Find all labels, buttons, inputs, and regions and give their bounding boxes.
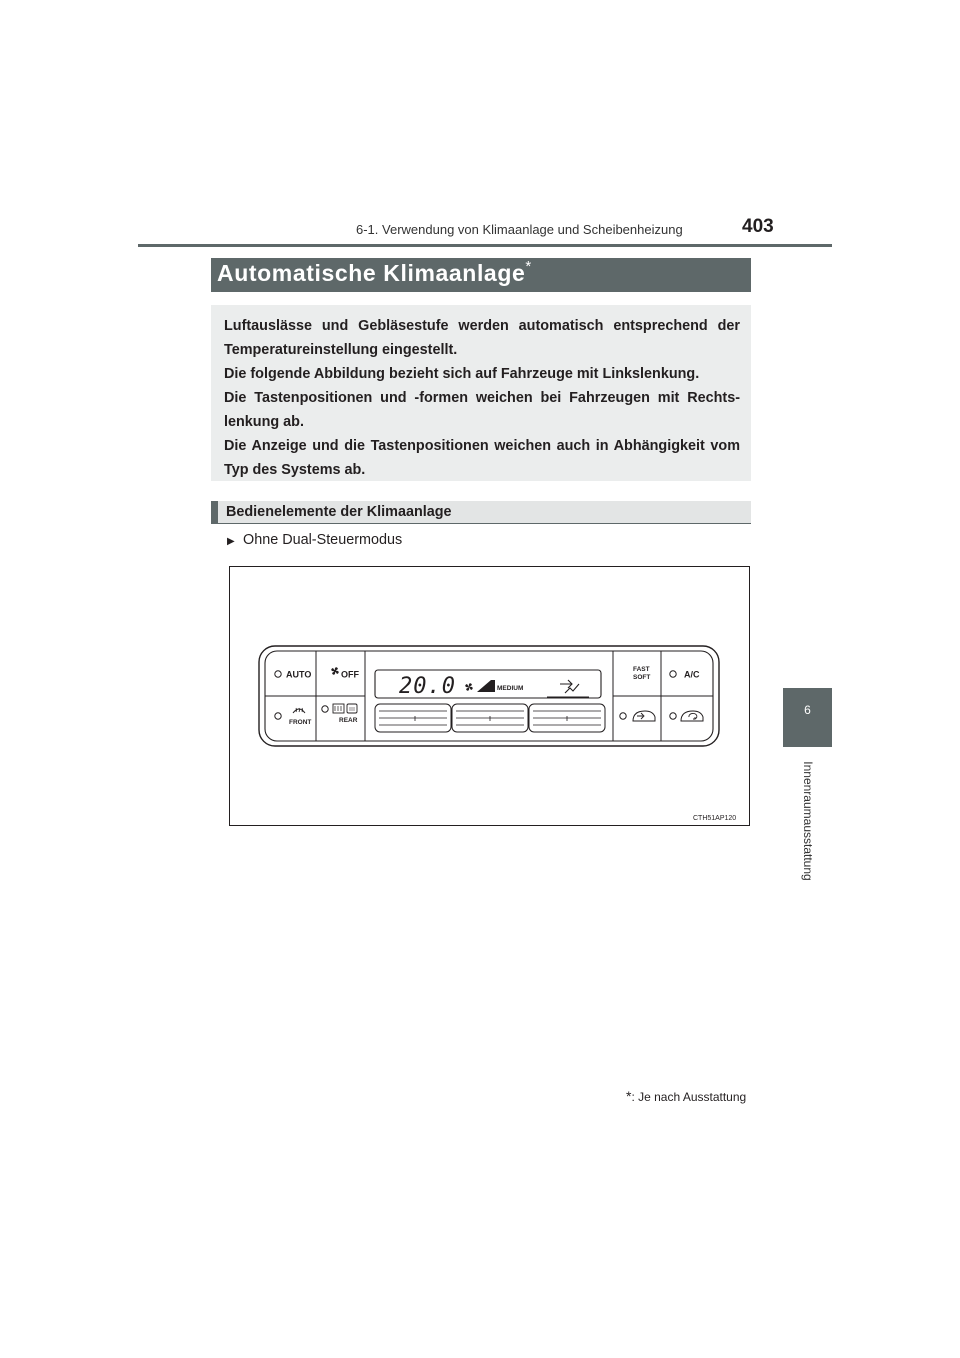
rear-label: REAR <box>339 717 358 724</box>
page-title-text: Automatische Klimaanlage <box>217 260 526 286</box>
subheading-bar <box>211 501 218 524</box>
bullet-arrow-icon: ▶ <box>227 536 235 547</box>
footnote <box>626 1088 746 1104</box>
footnote-asterisk: * <box>626 1088 632 1104</box>
display-fan-icon <box>465 683 472 690</box>
ac-label: A/C <box>684 669 700 680</box>
intro-paragraph: Die folgende Abbildung bezieht sich auf Fahrzeuge mit Linkslenkung. <box>224 366 700 382</box>
intro-paragraph: Die Anzeige und die Tastenpositionen weichen auch in Abhängigkeit vom Typ des Systems ab. <box>224 438 740 478</box>
figure-code: CTH51AP120 <box>693 815 737 822</box>
intro-paragraph: Luftauslässe und Gebläsestufe werden automatisch entsprechend der Temperatureinstellung eingestellt. <box>224 318 740 358</box>
fan-icon <box>331 667 338 674</box>
soft-label: SOFT <box>633 674 651 681</box>
header-rule <box>138 244 832 247</box>
chapter-tab-title: Innenraumausstattung <box>801 761 815 881</box>
display-fan-mode: MEDIUM <box>497 685 524 692</box>
page-number: 403 <box>742 216 774 237</box>
page-title <box>217 260 532 287</box>
intro-paragraph: Die Tastenpositionen und -formen weichen bei Fahrzeugen mit Rechts-lenkung ab. <box>224 390 740 430</box>
off-label: OFF <box>341 669 359 680</box>
footnote-text: : Je nach Ausstattung <box>631 1090 747 1104</box>
chapter-tab <box>783 688 832 747</box>
fast-soft-button[interactable] <box>633 666 650 681</box>
chapter-tab-number: 6 <box>804 703 811 717</box>
auto-label: AUTO <box>286 669 312 680</box>
display-temperature: 20.0 <box>399 674 456 699</box>
subheading: Bedienelemente der Klimaanlage <box>226 504 452 520</box>
fast-label: FAST <box>633 666 650 673</box>
subheading-rule <box>211 523 751 524</box>
section-title: 6-1. Verwendung von Klimaanlage und Scheibenheizung <box>356 222 683 237</box>
climate-control-panel-illustration <box>229 566 750 826</box>
page-title-asterisk: * <box>525 258 532 275</box>
bullet-text: Ohne Dual-Steuermodus <box>243 532 403 548</box>
front-label: FRONT <box>289 719 312 726</box>
air-vents <box>375 704 605 732</box>
